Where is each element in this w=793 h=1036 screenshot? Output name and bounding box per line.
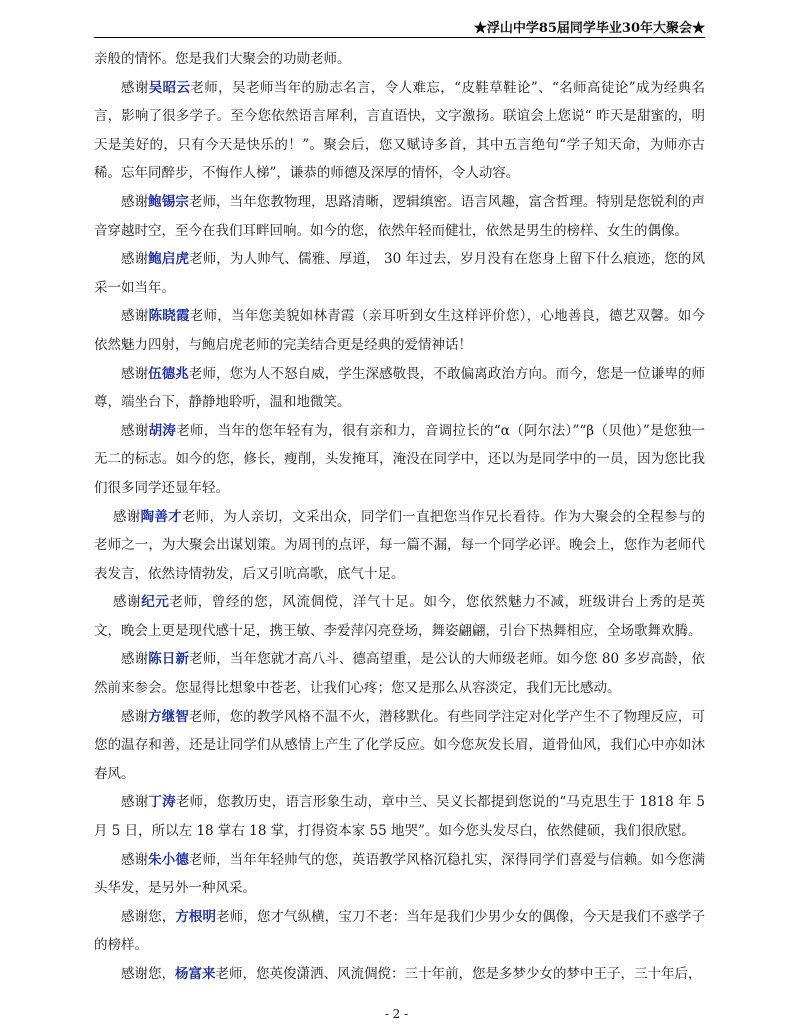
paragraph-lead-text: 感谢 [121, 79, 149, 96]
running-header: ★浮山中学85届同学毕业30年大聚会★ [473, 21, 705, 36]
teacher-name: 吴昭云 [148, 79, 191, 96]
paragraph-lead-text: 感谢 [121, 308, 149, 325]
teacher-name: 陈晓霞 [148, 308, 190, 325]
page-number: - 2 - [384, 1007, 409, 1021]
teacher-name: 胡涛 [148, 422, 177, 439]
teacher-name: 方继智 [148, 708, 189, 725]
teacher-name: 方根明 [175, 908, 217, 925]
paragraph-lead-text: 感谢 [121, 365, 149, 382]
teacher-name: 杨富来 [175, 966, 216, 982]
paragraph-lead-text: 亲般的情怀。您是我们大聚会的功勋老师。 [94, 51, 351, 67]
paragraph-body-text: 老师，为人帅气、儒雅、厚道， 30 年过去，岁月没有在您身上留下什么痕迹，您的风采一如当年。 [94, 251, 706, 296]
paragraph-body-text: 老师，当年的您年轻有为，很有亲和力，音调拉长的“α（阿尔法）”“β（贝他）”是您独一无二的标志。如今的您，修长，瘦削，头发掩耳，淹没在同学中，还以为是同学中的一员，因为您比我们很多同学还显年轻。 [94, 422, 706, 496]
paragraph-lead-text: 感谢 [121, 422, 149, 439]
paragraph-lead-text: 感谢 [121, 708, 149, 725]
paragraph-body-text: 老师，当年您美貌如林青霞（亲耳听到女生这样评价您），心地善良，德艺双馨。如今依然魅力四射，与鲍启虎老师的完美结合更是经典的爱情神话！ [94, 308, 706, 353]
paragraph-body-text: 老师，您为人不怒自威，学生深感敬畏，不敢偏离政治方向。而今，您是一位谦卑的师尊，端坐台下，静静地聆听，温和地微笑。 [94, 365, 706, 411]
teacher-name: 鲍锡宗 [148, 193, 189, 210]
paragraph-body-text: 老师，当年您就才高八斗、德高望重，是公认的大师级老师。如今您 80 多岁高龄，依然前来参会。您显得比想象中苍老，让我们心疼；您又是那么从容淡定，我们无比感动。 [94, 651, 706, 697]
paragraph [94, 302, 705, 359]
teacher-name: 陶善才 [140, 508, 182, 525]
paragraph [94, 74, 705, 188]
paragraph-lead-text: 感谢 [121, 193, 149, 210]
paragraph [94, 503, 705, 589]
paragraph [94, 245, 705, 302]
teacher-name: 鲍启虎 [148, 251, 190, 268]
paragraph-lead-text: 感谢 [121, 794, 149, 811]
paragraph [94, 417, 705, 503]
paragraph [94, 788, 705, 845]
paragraph-lead-text: 感谢 [113, 508, 141, 525]
paragraph [94, 645, 705, 702]
paragraph-body-text: 老师，为人亲切，文采出众，同学们一直把您当作兄长看待。作为大聚会的全程参与的老师之一，为大聚会出谋划策。为周刊的点评，每一篇不漏，每一个同学必评。晚会上，您作为老师代表发言，依然诗情勃发，后又引吭高歌，底气十足。 [94, 508, 706, 582]
paragraph [94, 846, 705, 903]
paragraph [94, 188, 705, 245]
paragraph-body-text: 老师，您的教学风格不温不火，潜移默化。有些同学注定对化学产生不了物理反应，可您的温存和善，还是让同学们从感情上产生了化学反应。如今您灰发长眉，道骨仙风，我们心中亦如沐春风。 [94, 708, 706, 782]
paragraph [94, 703, 705, 789]
paragraph-lead-text: 感谢 [121, 251, 149, 268]
paragraph-body-text: 老师，您教历史，语言形象生动，章中兰、吴义长都提到您说的“马克思生于 1818 年 5 月 5 日，所以左 18 掌右 18 掌，打得资本家 55 地哭”。如今您头发尽白，依然健硕，我们很欣慰。 [94, 794, 706, 840]
paragraph-lead-text: 感谢 [113, 594, 142, 611]
paragraph-body-text: 老师，吴老师当年的励志名言，令人难忘，“皮鞋草鞋论”、“名师高徒论”成为经典名言，影响了很多学子。至今您依然语言犀利，言直语快，文字激扬。联谊会上您说“ 昨天是甜蜜的，明天是美好的，只有今天是快乐的！”。聚会后，您又赋诗多首，其中五言绝句“学子知天命，为师亦古稀。忘年同醉步，不悔作人梯”，谦恭的师德及深厚的情怀，令人动容。 [94, 79, 706, 182]
paragraph-body-text: 老师，当年年轻帅气的您，英语教学风格沉稳扎实，深得同学们喜爱与信赖。如今您满头华发，是另外一种风采。 [94, 851, 706, 897]
paragraph-lead-text: 感谢 [121, 651, 149, 668]
teacher-name: 陈日新 [148, 651, 190, 668]
paragraph [94, 960, 705, 989]
paragraph-body-text: 老师，您才气纵横，宝刀不老：当年是我们少男少女的偶像，今天是我们不惑学子的榜样。 [94, 908, 706, 954]
paragraph-lead-text: 感谢您， [121, 966, 175, 982]
paragraph [94, 588, 705, 645]
paragraph [94, 360, 705, 417]
paragraph-body-text: 老师，曾经的您，风流倜傥，洋气十足。如今，您依然魅力不减，班级讲台上秀的是英文，晚会上更是现代感十足，携王敏、李爱萍闪亮登场，舞姿翩翩，引台下热舞相应，全场歌舞欢腾。 [94, 594, 706, 639]
paragraph-lead-text: 感谢 [121, 851, 149, 868]
paragraph-lead-text: 感谢您， [121, 908, 176, 925]
paragraph [94, 45, 705, 74]
paragraph [94, 903, 705, 960]
header-divider [94, 37, 705, 38]
paragraph-body-text: 老师，当年您教物理，思路清晰，逻辑缜密。语言风趣，富含哲理。特别是您锐利的声音穿越时空，至今在我们耳畔回响。如今的您，依然年轻而健壮，依然是男生的榜样、女生的偶像。 [94, 193, 706, 239]
teacher-name: 丁涛 [148, 794, 176, 811]
document-body [94, 45, 705, 989]
teacher-name: 纪元 [141, 594, 170, 611]
teacher-name: 朱小德 [148, 851, 189, 868]
paragraph-body-text: 老师，您英俊潇洒、风流倜傥：三十年前，您是多梦少女的梦中王子，三十年后， [215, 966, 702, 982]
teacher-name: 伍德兆 [148, 365, 189, 382]
